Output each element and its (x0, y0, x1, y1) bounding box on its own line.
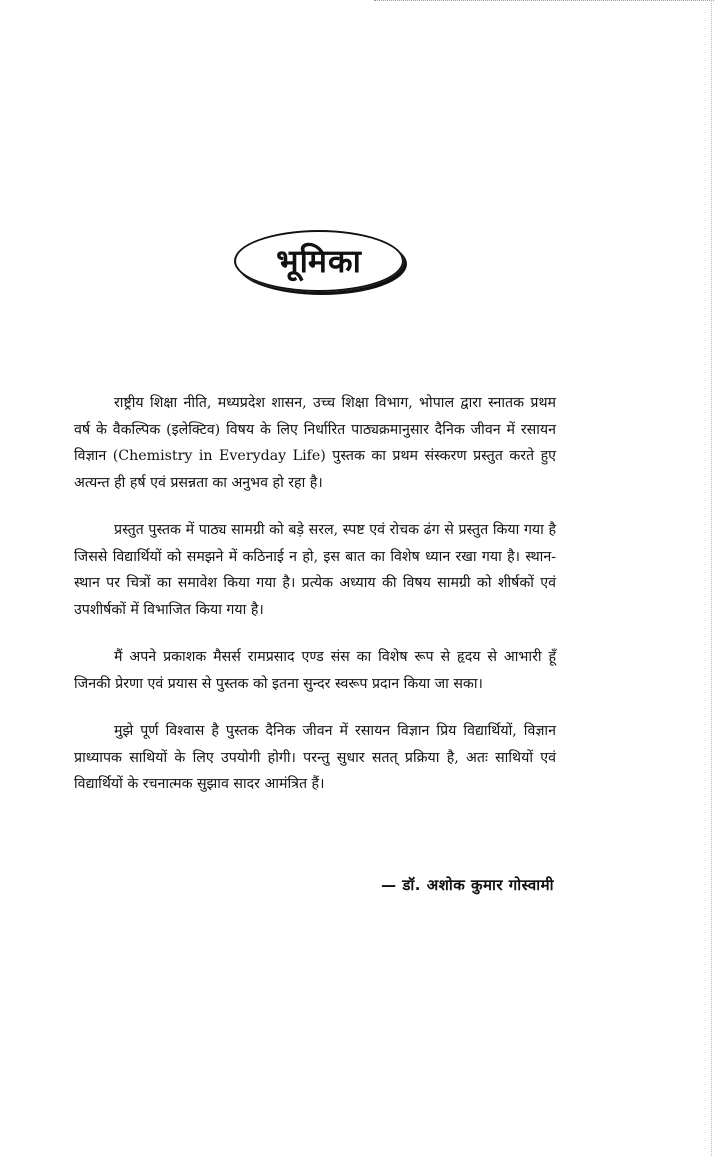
preface-body (74, 390, 556, 819)
scan-edge-mark (374, 0, 714, 7)
title-badge (234, 230, 404, 292)
paragraph: प्रस्तुत पुस्तक में पाठ्य सामग्री को बड़े सरल, स्पष्ट एवं रोचक ढंग से प्रस्तुत किया गया है जिससे विद्यार्थियों को समझने में कठिनाई न हो, इस बात का विशेष ध्यान रखा गया है। स्थान-स्थान पर चित्रों का समावेश किया गया है। प्रत्येक अध्याय की विषय सामग्री को शीर्षकों एवं उपशीर्षकों में विभाजित किया गया है। (74, 522, 556, 618)
author-signature: — डॉ. अशोक कुमार गोस्वामी (381, 876, 554, 894)
page-title: भूमिका (276, 242, 362, 280)
paragraph: मुझे पूर्ण विश्वास है पुस्तक दैनिक जीवन में रसायन विज्ञान प्रिय विद्यार्थियों, विज्ञान प्राध्यापक साथियों के लिए उपयोगी होगी। परन्तु सुधार सतत् प्रक्रिया है, अतः साथियों एवं विद्यार्थियों के रचनात्मक सुझाव सादर आमंत्रित हैं। (74, 723, 556, 792)
paragraph: राष्ट्रीय शिक्षा नीति, मध्यप्रदेश शासन, उच्च शिक्षा विभाग, भोपाल द्वारा स्नातक प्रथम वर्ष के वैकल्पिक (इलेक्टिव) विषय के लिए निर्धारित पाठ्यक्रमानुसार दैनिक जीवन में रसायन विज्ञान (Chemistry in Everyday Life) पुस्तक का प्रथम संस्करण प्रस्तुत करते हुए अत्यन्त ही हर्ष एवं प्रसन्नता का अनुभव हो रहा है। (74, 395, 556, 491)
scan-edge-mark (710, 0, 712, 1156)
paragraph: मैं अपने प्रकाशक मैसर्स रामप्रसाद एण्ड संस का विशेष रूप से हृदय से आभारी हूँ जिनकी प्रेरणा एवं प्रयास से पुस्तक को इतना सुन्दर स्वरूप प्रदान किया जा सका। (74, 649, 556, 692)
